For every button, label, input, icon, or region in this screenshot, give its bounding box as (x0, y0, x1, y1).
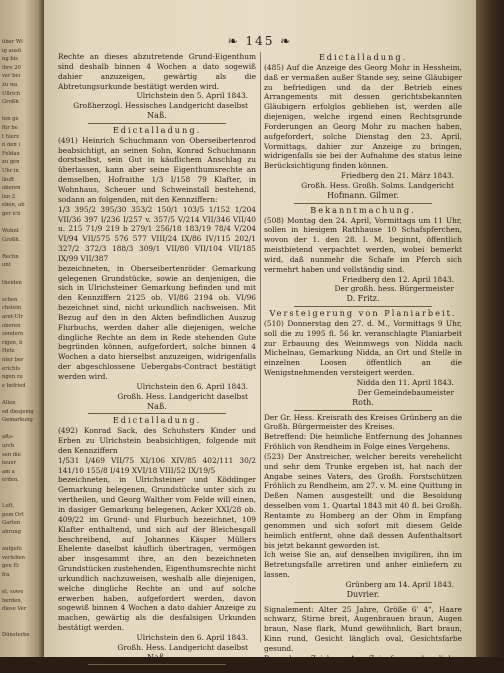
page-edge (476, 0, 504, 657)
adjacent-line: ngen zu (2, 374, 23, 381)
adjacent-line: Hetz (2, 348, 15, 355)
adjacent-line: Wohnt (2, 228, 19, 235)
adjacent-line: pom Ort (2, 511, 24, 518)
adjacent-line: rigen, b (2, 339, 23, 346)
notice-heading: Edictalladung. (112, 415, 202, 426)
notice-paragraph: 1/3 395/2 395/30 353/2 150/1 103/5 1/152 1/204 VII/36 397 I/236 I/257 v. 357/5 V/214 VII/346 VII/40 u. 215 71/9 219 b 279/1 256/18 183/19 78/4 V/204 VI/94 VII/575 576 577 VIII/24 IX/86 IV/115 202/1 327/2 372/3 188/3 309/1 VII/80 VII/104 VII/185 IX/99 VII/387 (58, 204, 256, 263)
notice-paragraph: Besondere Zeichen: Am Zeigefinger der linken Hand eine Narbe. (264, 653, 462, 673)
notice-paragraph: Signalement: Alter 25 Jahre, Größe 6' 4", Haare schwarz, Stirne breit, Augenbrauen braun, Augen braun, Nase flark, Mund gewöhnlich, Bart braun, Kinn rund, Gesicht länglich oval, Gesichtsfarbe gesund. (264, 604, 462, 653)
notice-signatory: Duvrier. (346, 589, 380, 599)
adjacent-line: e befried (2, 382, 26, 389)
notice-separator (88, 123, 226, 124)
adjacent-line: ng bis (2, 56, 18, 63)
adjacent-line: ihre 20 (2, 64, 21, 71)
notice-signature: Ulrichstein den 6. April 1843. (136, 632, 248, 642)
notice-heading: Versteigerung von Planiarbeit. (269, 308, 457, 319)
notice-signature: Nidda den 11. April 1843. (356, 378, 454, 387)
adjacent-line: oberen (2, 322, 21, 329)
ornament-right: ❧ (280, 34, 293, 48)
notice-paragraph: (485) Auf die Anzeige des Georg Mohr in Hessheim, daß er vermaßen außer Stande sey, seine Gläubiger zu befriedigen und da der Betrieb eines Arrangements mit dessen gerichtsbekannten Gläubigern erfolglos geblieben ist, werden alle diejenigen, welche irgend einen Rechtsgrunde Forderungen an Georg Mohr zu machen haben, aufgefordert, solche Dienstag den 23. April, Vormittags, dahier zur Anzeige zu bringen, widrigenfalls sie bei der Aufnahme des status leine Berücksichtigung finden können. (264, 62, 462, 171)
notice-heading: Bekanntmachung. (310, 204, 416, 215)
adjacent-line: aufgefo (2, 546, 22, 553)
adjacent-line: Luft, (2, 503, 15, 510)
notice-paragraph: 1/531 I/469 VII/75 XI/106 XIV/85 402/111 30/2 141/10 155/8 I/419 XVI/18 VIII/52 IX/19/5 (58, 455, 256, 475)
notice-separator (88, 413, 226, 414)
notice-separator (294, 410, 432, 411)
adjacent-line: diese Ver (2, 606, 27, 613)
notice-separator (294, 602, 432, 603)
adjacent-line: afts- (2, 434, 14, 441)
notice-paragraph: bezeichneten, in Oberseibertenröder Gemarkung gelegenen Grundstücke, sowie an denjenigen, die sich in Ulrichsteiner Gemarkung befinden und mit den Kennziffern 2125 ob. VI/86 2194 ob. VI/96 bezeichnet sind, nicht urkundlich nachweisen. Mit Bezug auf den in den Akten befindlichen Auszug Flurbuchs, werden daher alle diejenigen, welche dingliche Rechte an dem in Rede stehenden Gute begründen können, aufgefordert, solche binnen 4 Wochen a dato hierselbst anzuzeigen, widrigenfalls der abgeschlossene Uebergabs-Contract bestätigt werden wird. (58, 263, 256, 381)
notice-paragraph: Betreffend: Die heimliche Entfernung des Johannes Fröhlich von Rendheim in Folge eines Vergehens. (264, 432, 462, 452)
adjacent-line: el, sowe (2, 589, 24, 595)
notice-heading: Edictalladung. (112, 124, 202, 135)
notice-paragraph: (510) Donnerstag den 27. d. M., Vormittags 9 Uhr, soll die zu 1995 fl. 56 kr. veranschlagte Planiarbeit zur Erbauung des Weinmwegs von Nidda nach Michelnau, Gemarkung Nidda, an Ort und Stelle in einzelnen Loosen öffentlich an die Wenigstnehmenden versteigert werden. (264, 318, 462, 378)
page-number: 145 (245, 34, 275, 48)
adjacent-line: läuft (2, 176, 15, 183)
notice-signatory: D. Fritz. (346, 294, 380, 304)
adjacent-line: ed diesjenig (2, 408, 34, 415)
notice-paragraph: (508) Montag den 24. April, Vormittags um 11 Uhr, sollen in hiesigem Rathhause 10 Schafspferchen, wovon der 1. den 28. I. M. beginnt, öffentlich meistbietend verpachtet werden, wobei bemerkt wird, daß nunmehr die Schafe im Pferch sich vermehrt haben und vollständig sind. (264, 215, 462, 274)
adjacent-line: nter ber (2, 356, 24, 363)
adjacent-line: herden, (2, 597, 23, 604)
adjacent-line: Feldau (2, 150, 20, 157)
adjacent-line: oberen (2, 185, 21, 192)
adjacent-line: sen die (2, 451, 21, 458)
notice-signature: Großherzogl. Hessisches Landgericht daselbst (73, 101, 248, 111)
adjacent-line: ger ich (2, 210, 21, 217)
adjacent-line: ver bei (2, 73, 21, 80)
notice-signature: Ulrichstein den 5. April 1843. (136, 91, 248, 101)
notice-signatory: Roth. (352, 397, 374, 407)
adjacent-line: gen Ei (2, 563, 19, 570)
adjacent-line: erden. (2, 477, 19, 484)
adjacent-line: zu wa (2, 81, 18, 88)
adjacent-line: teuer (2, 460, 17, 467)
notice-signature: Großh. Hess. Großh. Solms. Landgericht (301, 180, 454, 190)
notice-signature: Der großh. hess. Bürgermeister (334, 284, 454, 294)
notice-separator (294, 306, 432, 307)
notice-heading: Edictalladung. (318, 52, 408, 62)
notice-paragraph: bezeichneten, in Ulrichsteiner und Köddinger Gemarkung belegenen, Grundstücke unter sich zu vertheilen, und Georg Walther vom Felde will einen, in dasiger Gemarkung belegenen, Acker XXI/28 ob. 409/22 im Grund- und Flurbuch bezeichnet, 109 Klafter enthaltend, und sich auf der Bleichesgall beschreibend, auf Johannes Käsper Müllers Ehelente daselbst käuflich übertragen, vermögen aber insgesammt ihre, an den bezeichneten Grundstücken zustehenden, Eigenthumsrechte nicht urkundlich nachzuweisen, weshalb alle diejenigen, welche dingliche Rechte an und auf solche erwerben haben, aufgefordert werden, davon sogewiß binnen 4 Wochen a dato dahier Anzeige zu machen, gewärtig als die desfalsigen Urkunden bestätigt werden. (58, 475, 256, 633)
notice-signatory: Hofmann. Gilmer. (327, 190, 399, 200)
notice-signatory: Naß. (147, 652, 167, 662)
adjacent-line: theiden (2, 279, 22, 286)
column-divider (260, 52, 261, 642)
notice-signatory: Naß. (147, 111, 167, 121)
notice-signatory: Naß. (147, 401, 167, 411)
adjacent-line: Uhr in (2, 167, 19, 174)
adjacent-line: Großh. (2, 236, 21, 243)
notice-signature: Friedberg den 12. April 1843. (342, 274, 454, 284)
left-column (58, 52, 256, 662)
notice-signature: Großh. Hess. Landgericht daselbst (117, 391, 248, 401)
adjacent-line: Allen (2, 399, 16, 406)
adjacent-line: am a (2, 468, 15, 475)
adjacent-line: Dünsterbe (2, 631, 30, 638)
adjacent-line: erichts (2, 365, 21, 372)
adjacent-line: sondern (2, 331, 24, 338)
right-column (264, 52, 462, 673)
page-header (44, 34, 476, 48)
adjacent-line: für be (2, 124, 18, 131)
adjacent-line: ig ausü (2, 47, 22, 54)
notice-signature: Ulrichstein den 6. April 1843. (136, 381, 248, 391)
notice-signature: Friedberg den 21. März 1843. (340, 171, 454, 181)
adjacent-line: schen (2, 296, 18, 303)
notice-signature: Großh. Hess. Landgericht daselbst (117, 642, 248, 652)
notice-paragraph: (523) Der Anstreicher, welcher bereits verehelicht und sehr dem Trunke ergeben ist, hat nach der Angabe seines Vaters, des Großh. Forstschützen Fröhlich zu Rendheim, am 27. v. M. eine Quittung in Deßen Namen ausgestellt und die Besoldung desselben vom 1. Quartal 1843 mit 40 fl. bei Großh. Rentamte zu Homberg an der Ohm in Empfang genommen und sich sofort mit diesem Gelde heimlich entfernt, ohne daß dessen Aufenthaltsort bis jetzt bekannt geworden ist. (264, 451, 462, 550)
adjacent-line: Garten (2, 520, 21, 527)
notice-signature: Der Gemeindebaumeister (357, 387, 454, 397)
ornament-left: ❧ (227, 34, 240, 48)
notice-paragraph: Ich weise Sie an, auf denselben invigiliren, ihn im Betretungsfalle arretiren und anher einliefern zu lassen. (264, 550, 462, 580)
notice-paragraph: (491) Heinrich Schuchmann von Oberseibertenrod beabsichtigt, an seinen Sohn, Konrad Schuchmann dorstselbst, sein Gut in käuflichem Anschlag zu überlassen, kann aber seine Eigenthumsrechte an demselben, Hofraithe 1/3 I/158 79 Klafter, in Wohnhaus, Scheuer und Schweinstall bestehend, sodann an folgenden, mit den Kennziffern: (58, 135, 256, 204)
adjacent-line: t hierz (2, 133, 20, 140)
adjacent-line: unt (2, 262, 11, 269)
notice-paragraph: (492) Konrad Sack, des Schuhsters Kinder und Erben zu Ulrichstein beabsichtigen, folgende mit den Kennziffern (58, 426, 256, 455)
adjacent-line: ehen, ab (2, 202, 25, 209)
notice-signature: Grünberg am 14. April 1843. (345, 579, 454, 589)
adjacent-line: chstein (2, 305, 22, 312)
adjacent-line: verleben (2, 554, 25, 561)
adjacent-line: Großh. (2, 99, 21, 106)
adjacent-line: fra (2, 571, 10, 578)
adjacent-line: urch (2, 442, 15, 449)
adjacent-line: n den i (2, 142, 21, 149)
adjacent-line: len 2 (2, 193, 16, 200)
notice-separator (88, 664, 226, 665)
adjacent-line: über Wi (2, 39, 23, 45)
notice-separator (294, 203, 432, 204)
notice-paragraph: Der Gr. Hess. Kreisrath des Kreises Grünberg an die Großh. Bürgermeister des Kreises. (264, 412, 462, 432)
adjacent-line: Ullrich (2, 90, 21, 97)
adjacent-line: zu gen (2, 159, 20, 166)
adjacent-line: ten ge (2, 116, 19, 123)
adjacent-line: ahrung (2, 528, 21, 535)
newspaper-page (44, 0, 476, 673)
notice-paragraph: Rechte an dieses abzutretende Grund-Eigenthum sind deshalb binnen 4 Wochen a dato sogewiß dahier anzuzeigen, gewärtig als die Abtretungsurkunde bestätigt werden wird. (58, 52, 256, 91)
adjacent-line: aret-Ulr (2, 314, 23, 320)
adjacent-line: Rechn (2, 253, 19, 260)
adjacent-line: Gemarkung (2, 417, 33, 424)
